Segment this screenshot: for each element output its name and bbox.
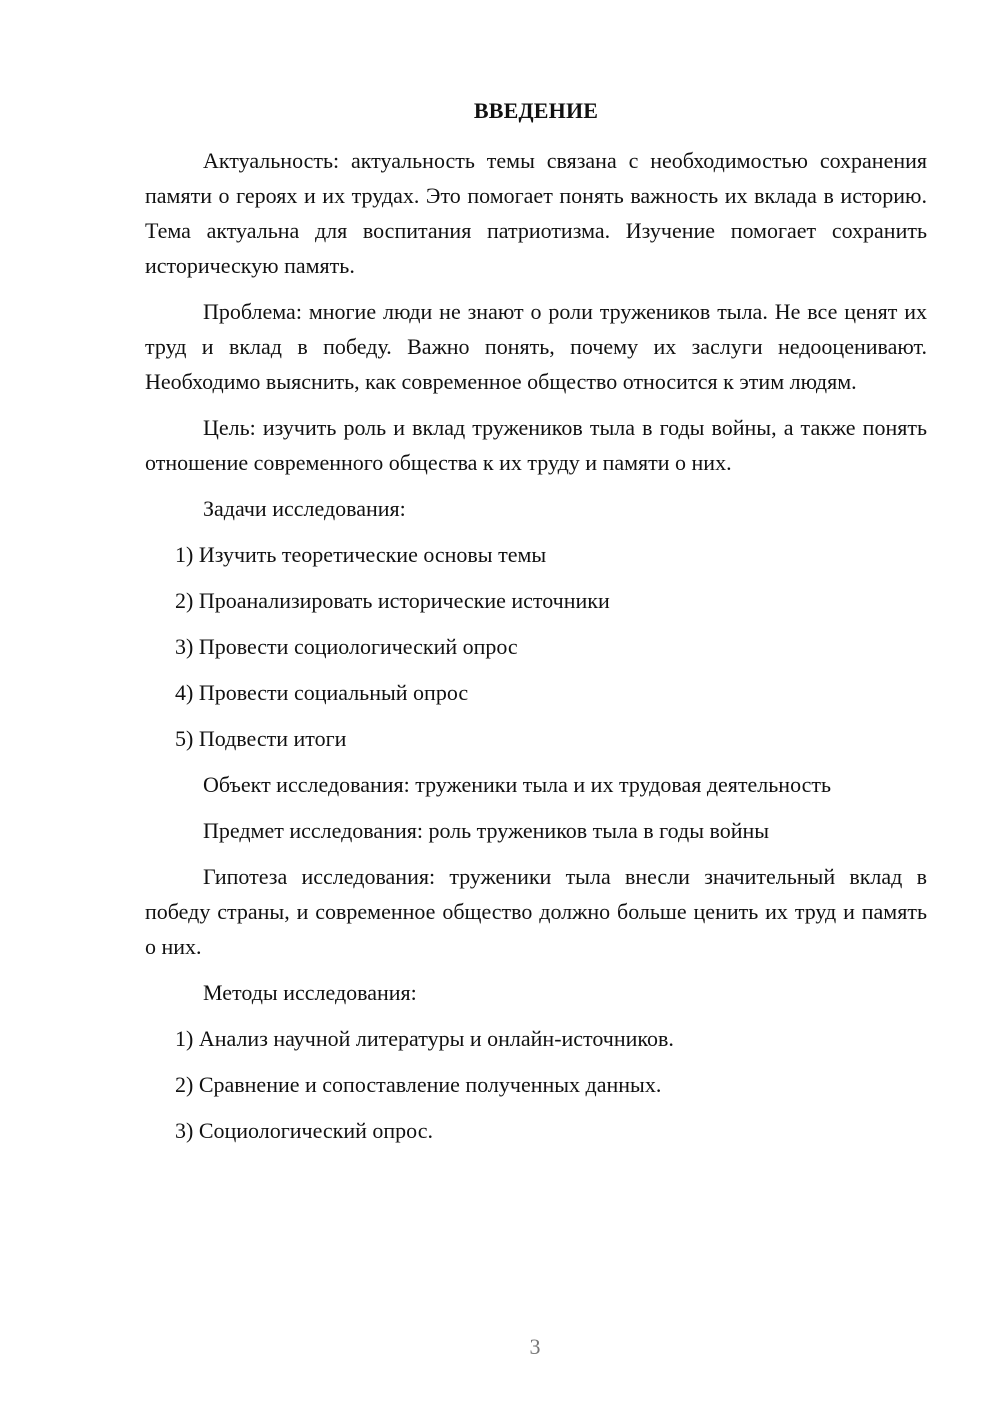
task-item-2: 2) Проанализировать исторические источники — [175, 588, 610, 613]
methods-heading: Методы исследования: — [203, 980, 417, 1005]
methods-list — [145, 1021, 927, 1148]
hypothesis-paragraph: Гипотеза исследования: труженики тыла внесли значительный вклад в победу страны, и современное общество должно больше ценить их труд и память о них. — [145, 864, 927, 959]
tasks-heading: Задачи исследования: — [203, 496, 406, 521]
problem-paragraph: Проблема: многие люди не знают о роли тружеников тыла. Не все ценят их труд и вклад в победу. Важно понять, почему их заслуги недооценивают. Необходимо выяснить, как современное общество относится к этим людям. — [145, 299, 927, 394]
task-item-1: 1) Изучить теоретические основы темы — [175, 542, 547, 567]
object-paragraph: Объект исследования: труженики тыла и их трудовая деятельность — [203, 772, 832, 797]
task-item-5: 5) Подвести итоги — [175, 726, 347, 751]
section-title: ВВЕДЕНИЕ — [473, 98, 599, 123]
task-item-4: 4) Провести социальный опрос — [175, 680, 469, 705]
document-body — [145, 143, 927, 1159]
goal-paragraph: Цель: изучить роль и вклад тружеников тыла в годы войны, а также понять отношение современного общества к их труду и памяти о них. — [145, 415, 927, 475]
method-item-2: 2) Сравнение и сопоставление полученных данных. — [175, 1072, 662, 1097]
subject-paragraph: Предмет исследования: роль тружеников тыла в годы войны — [203, 818, 770, 843]
relevance-paragraph: Актуальность: актуальность темы связана с необходимостью сохранения памяти о героях и их трудах. Это помогает понять важность их вклада в историю. Тема актуальна для воспитания патриотизма. Изучение помогает сохранить историческую память. — [145, 148, 927, 278]
page-number: 3 — [529, 1334, 541, 1359]
method-item-1: 1) Анализ научной литературы и онлайн-источников. — [175, 1026, 674, 1051]
task-item-3: 3) Провести социологический опрос — [175, 634, 518, 659]
method-item-3: 3) Социологический опрос. — [175, 1118, 433, 1143]
tasks-list — [145, 537, 927, 756]
